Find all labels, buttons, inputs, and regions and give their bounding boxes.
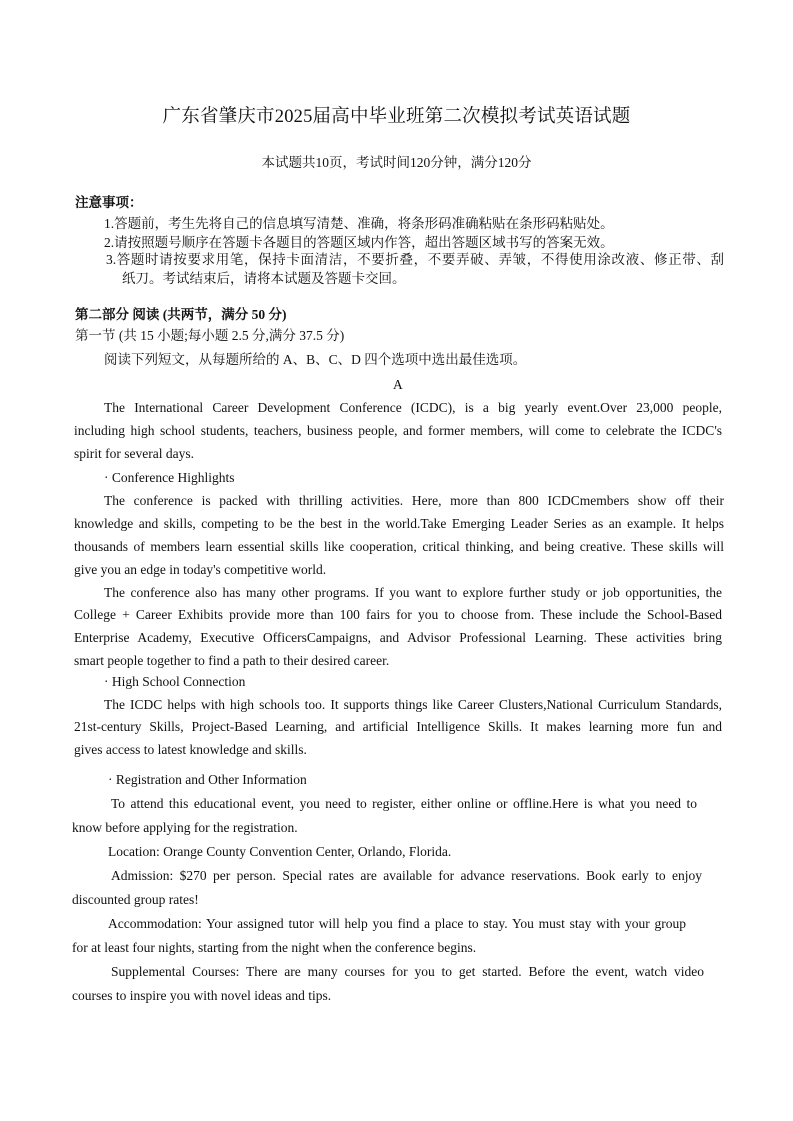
passage-line: thousands of members learn essential skills like cooperation, critical thinking, and being creative. These skills will	[74, 539, 724, 554]
accommodation-info: for at least four nights, starting from the night when the conference begins.	[72, 940, 477, 955]
admission-info: Admission: $270 per person. Special rates are available for advance reservations. Book early to enjoy	[111, 868, 702, 883]
instruction: 阅读下列短文，从每题所给的 A、B、C、D 四个选项中选出最佳选项。	[104, 352, 527, 367]
passage-line: The conference also has many other programs. If you want to explore further study or job opportunities, the	[104, 585, 722, 600]
passage-line: College + Career Exhibits provide more than 100 fairs for you to choose from. These include the School-Based	[74, 607, 722, 622]
exam-info: 本试题共10页，考试时间120分钟，满分120分	[261, 155, 532, 170]
section-heading-registration: · Registration and Other Information	[108, 772, 307, 787]
passage-line: including high school students, teachers, business people, and former members, will come to celebrate the ICDC's	[74, 423, 722, 438]
accommodation-info: Accommodation: Your assigned tutor will help you find a place to stay. You must stay with your group	[108, 916, 686, 931]
passage-line: Enterprise Academy, Executive OfficersCampaigns, and Advisor Professional Learning. These activities bring	[74, 630, 722, 645]
passage-line: give you an edge in today's competitive world.	[74, 562, 327, 577]
notice-heading: 注意事项：	[75, 195, 143, 210]
courses-info: courses to inspire you with novel ideas and tips.	[72, 988, 332, 1003]
location-info: Location: Orange County Convention Center, Orlando, Florida.	[108, 844, 452, 859]
passage-line: The ICDC helps with high schools too. It supports things like Career Clusters,National Curriculum Standards,	[104, 697, 722, 712]
courses-info: Supplemental Courses: There are many courses for you to get started. Before the event, watch video	[111, 964, 704, 979]
passage-line: knowledge and skills, competing to be the best in the world.Take Emerging Leader Series as an example. It helps	[74, 516, 724, 531]
admission-info: discounted group rates!	[72, 892, 199, 907]
page-title: 广东省肇庆市2025届高中毕业班第二次模拟考试英语试题	[162, 107, 631, 127]
passage-line: know before applying for the registration.	[72, 820, 298, 835]
notice-item-1: 1.答题前，考生先将自己的信息填写清楚、准确，将条形码准确粘贴在条形码粘贴处。	[104, 216, 614, 231]
passage-line: gives access to latest knowledge and skills.	[74, 742, 307, 757]
section-heading-high-school: · High School Connection	[104, 674, 246, 689]
section-heading: 第一节 (共 15 小题;每小题 2.5 分,满分 37.5 分)	[75, 328, 345, 343]
passage-line: 21st-century Skills, Project-Based Learning, and artificial Intelligence Skills. It makes learning more fun and	[74, 719, 722, 734]
passage-line: The International Career Development Conference (ICDC), is a big yearly event.Over 23,000 people,	[104, 400, 722, 415]
notice-item-3-line-1: 3.答题时请按要求用笔，保持卡面清洁，不要折叠，不要弄破、弄皱，不得使用涂改液、修正带、刮	[106, 252, 724, 267]
passage-line: The conference is packed with thrilling activities. Here, more than 800 ICDCmembers show off their	[104, 493, 724, 508]
passage-label: A	[393, 377, 403, 392]
passage-line: spirit for several days.	[74, 446, 194, 461]
section-heading-highlights: · Conference Highlights	[104, 470, 235, 485]
notice-item-2: 2.请按照题号顺序在答题卡各题目的答题区域内作答，超出答题区域书写的答案无效。	[104, 235, 614, 250]
part-heading: 第二部分 阅读 (共两节，满分 50 分)	[75, 307, 287, 322]
notice-item-3-line-2: 纸刀。考试结束后，请将本试题及答题卡交回。	[122, 271, 406, 286]
passage-line: smart people together to find a path to their desired career.	[74, 653, 390, 668]
passage-line: To attend this educational event, you need to register, either online or offline.Here is what you need to	[111, 796, 697, 811]
